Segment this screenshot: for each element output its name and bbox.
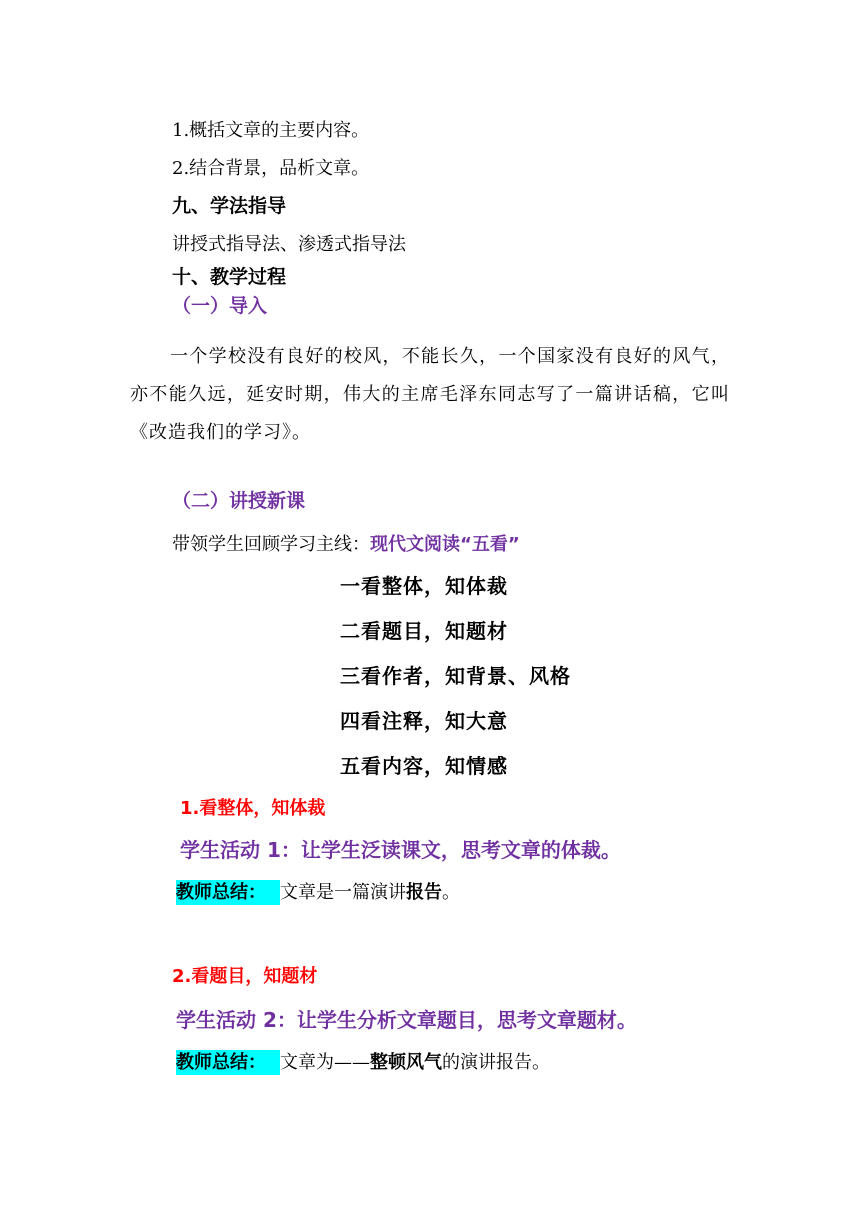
- section-9-text: 讲授式指导法、渗透式指导法: [172, 234, 406, 255]
- intro-prefix: 带领学生回顾学习主线：: [172, 534, 370, 555]
- step-2-activity: 学生活动 2：让学生分析文章题目，思考文章题材。: [176, 1008, 637, 1032]
- objective-2: 2.结合背景，品析文章。: [172, 158, 370, 179]
- objective-1: 1.概括文章的主要内容。: [172, 120, 370, 141]
- five-looks-item: 四看注释，知大意: [340, 709, 508, 733]
- section-10-heading: 十、教学过程: [172, 266, 287, 288]
- intro-paragraph: 一个学校没有良好的校风，不能长久，一个国家没有良好的风气，亦不能久远，延安时期，伟大的主席毛泽东同志写了一篇讲话稿，它叫《改造我们的学习》。: [130, 346, 730, 443]
- intro-highlight: 现代文阅读“五看”: [370, 534, 520, 555]
- summary-bold: 整顿风气: [370, 1052, 442, 1073]
- step-1-summary: [176, 878, 460, 904]
- teacher-summary-label: 教师总结：: [176, 880, 280, 905]
- teacher-summary-label: 教师总结：: [176, 1050, 280, 1075]
- part-2-heading: （二）讲授新课: [172, 490, 306, 512]
- part-1-heading: （一）导入: [172, 295, 268, 317]
- step-1-activity: 学生活动 1：让学生泛读课文，思考文章的体裁。: [180, 838, 621, 862]
- summary-bold: 报告: [406, 882, 442, 903]
- summary-suffix: 。: [442, 882, 460, 903]
- summary-prefix: 文章是一篇演讲: [280, 882, 406, 903]
- five-looks-item: 五看内容，知情感: [340, 754, 508, 778]
- five-looks-item: 二看题目，知题材: [340, 619, 508, 643]
- step-1-title: 1.看整体，知体裁: [180, 798, 326, 819]
- summary-prefix: 文章为——: [280, 1052, 370, 1073]
- summary-suffix: 的演讲报告。: [442, 1052, 550, 1073]
- part-2-intro: [172, 530, 520, 556]
- step-2-title: 2.看题目，知题材: [172, 966, 318, 987]
- section-9-heading: 九、学法指导: [172, 195, 287, 217]
- five-looks-item: 三看作者，知背景、风格: [340, 664, 571, 688]
- step-2-summary: [176, 1048, 550, 1074]
- five-looks-item: 一看整体，知体裁: [340, 574, 508, 598]
